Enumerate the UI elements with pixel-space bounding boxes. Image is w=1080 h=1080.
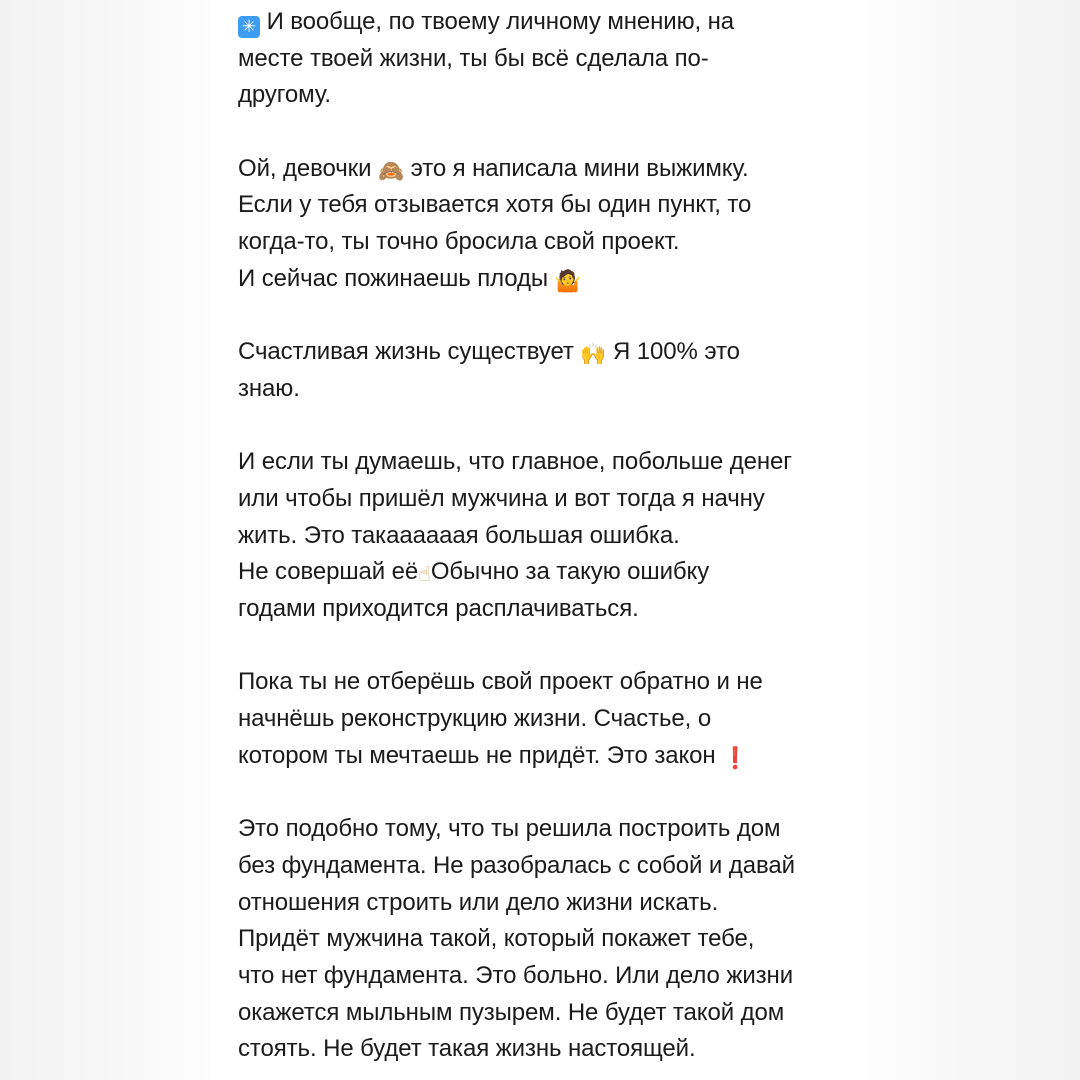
text-segment: что нет фундамента. Это больно. Или дело жизни [238,961,793,989]
text-line [238,481,868,518]
text-line [238,554,868,591]
text-segment: жить. Это такаааааая большая ошибка. [238,521,680,549]
sparkle-box-icon: ✳ [238,16,260,38]
text-segment: котором ты мечтаешь не придёт. Это закон [238,741,723,769]
text-segment: Счастливая жизнь существует [238,338,581,366]
exclamation-mark-icon: ❗ [722,745,749,770]
text-line [238,334,868,371]
text-line [238,995,868,1032]
text-segment: отношения строить или дело жизни искать. [238,888,719,916]
text-line [238,187,868,224]
text-line [238,151,868,188]
text-segment: другому. [238,81,331,109]
text-segment: Если у тебя отзывается хотя бы один пункт, то [238,191,752,219]
paragraph-gap [238,114,868,151]
text-segment: Придёт мужчина такой, который покажет тебе, [238,925,755,953]
text-line [238,701,868,738]
text-segment: окажется мыльным пузырем. Не будет такой дом [238,998,785,1026]
text-segment: без фундамента. Не разобралась с собой и давай [238,851,795,879]
paragraph-gap [238,774,868,811]
raising-hands-icon: 🙌 [580,342,607,367]
paragraph-gap [238,298,868,335]
text-segment: И вообще, по твоему личному мнению, на [260,8,735,35]
text-line [238,664,868,701]
text-line [238,371,868,408]
text-segment: начнёшь реконструкцию жизни. Счастье, о [238,705,712,733]
text-segment: знаю. [238,374,300,402]
post-text-body [238,4,868,1068]
text-line [238,848,868,885]
text-line [238,518,868,555]
text-segment: или чтобы пришёл мужчина и вот тогда я начну [238,484,765,512]
text-line [238,444,868,481]
text-segment: когда-то, ты точно бросила свой проект. [238,228,680,256]
text-segment: И если ты думаешь, что главное, побольше денег [238,448,792,476]
text-segment: Я 100% это [606,338,740,366]
paragraph-gap [238,408,868,445]
text-segment: Не совершай её [238,558,419,586]
paragraph-gap [238,628,868,665]
post-card [211,0,868,1080]
text-line [238,4,868,41]
text-line [238,958,868,995]
text-line [238,77,868,114]
text-line [238,885,868,922]
text-segment: стоять. Не будет такая жизнь настоящей. [238,1035,696,1063]
text-segment: Обычно за такую ошибку [430,558,710,586]
text-segment: это я написала мини выжимку. [404,154,749,182]
index-pointing-up-icon: ☝ [418,562,431,587]
text-line [238,921,868,958]
text-segment: Ой, девочки [238,154,378,182]
text-segment: Это подобно тому, что ты решила построить дом [238,815,781,843]
text-segment: годами приходится расплачиваться. [238,595,639,622]
text-segment: Пока ты не отберёшь свой проект обратно и не [238,668,763,696]
woman-shrugging-icon: 🤷 [554,268,581,293]
see-no-evil-monkey-icon: 🙈 [377,158,405,183]
text-line [238,224,868,261]
text-line [238,41,868,78]
text-segment: месте твоей жизни, ты бы всё сделала по- [238,44,709,72]
text-line [238,261,868,298]
text-line [238,738,868,775]
text-line [238,811,868,848]
text-segment: И сейчас пожинаешь плоды [238,264,555,292]
text-line [238,591,868,628]
text-line [238,1031,868,1068]
